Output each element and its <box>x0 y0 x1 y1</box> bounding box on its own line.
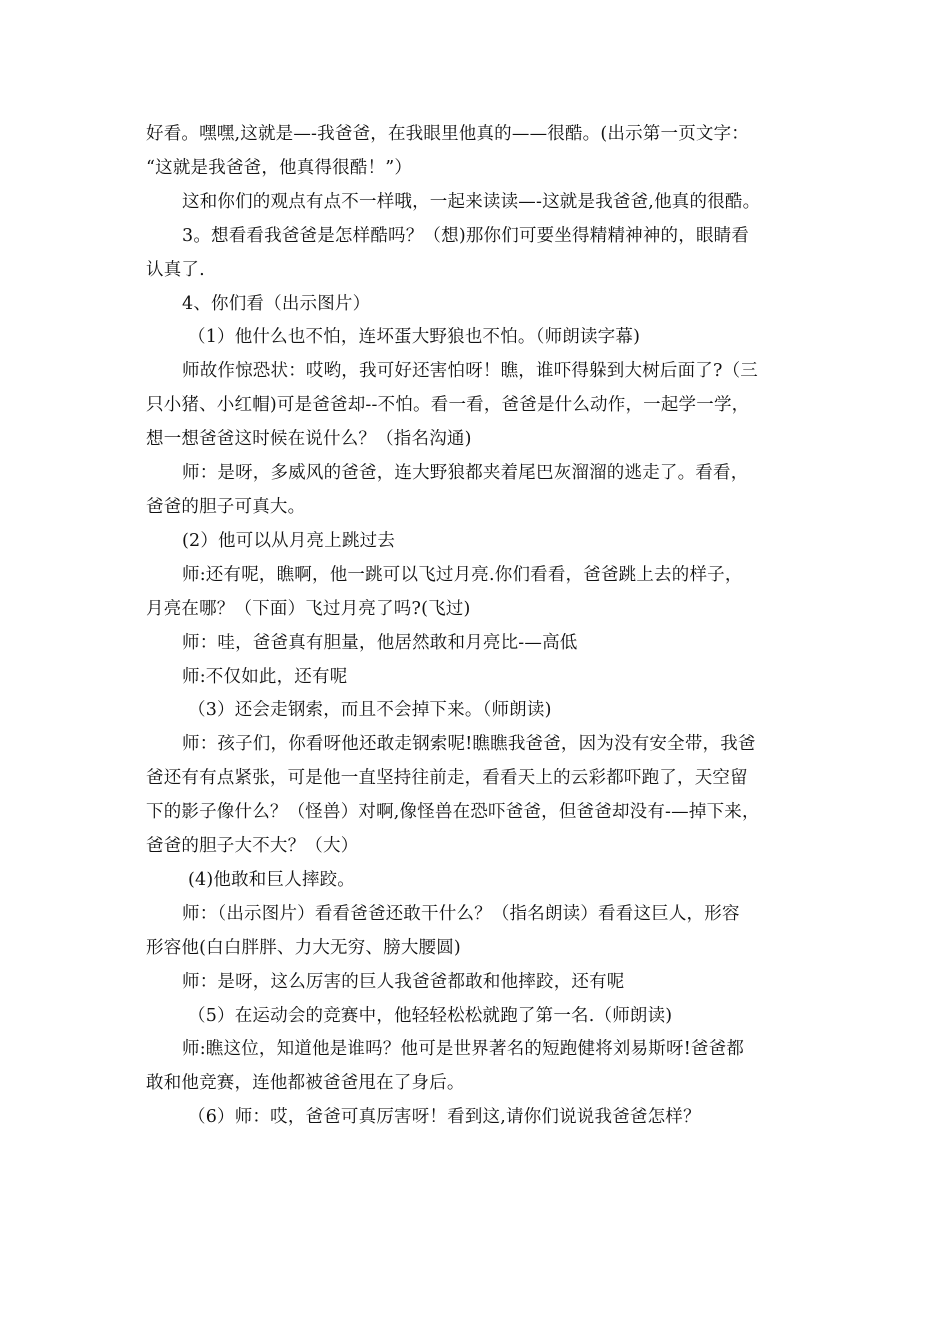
text-line: 月亮在哪？（下面）飞过月亮了吗?(飞过) <box>146 598 471 619</box>
text-line: 爸还有有点紧张，可是他一直坚持往前走，看看天上的云彩都吓跑了，天空留 <box>146 768 748 789</box>
paragraph <box>146 288 812 322</box>
text-line: （3）还会走钢索，而且不会掉下来。（师朗读) <box>188 700 552 721</box>
text-line: 师：是呀，多威风的爸爸，连大野狼都夹着尾巴灰溜溜的逃走了。看看， <box>182 463 749 484</box>
text-line: 师:不仅如此，还有呢 <box>182 666 348 687</box>
paragraph <box>146 355 812 457</box>
paragraph <box>146 627 812 661</box>
paragraph <box>146 321 812 355</box>
text-line: 师：（出示图片）看看爸爸还敢干什么？（指名朗读）看看这巨人，形容 <box>182 903 740 924</box>
text-line: （6）师：哎，爸爸可真厉害呀！看到这,请你们说说我爸爸怎样？ <box>188 1107 701 1128</box>
paragraph <box>146 559 812 627</box>
text-line: 师:瞧这位，知道他是谁吗？他可是世界著名的短跑健将刘易斯呀!爸爸都 <box>182 1039 745 1060</box>
text-line: 4、你们看（出示图片） <box>182 293 371 314</box>
text-line: 这和你们的观点有点不一样哦，一起来读读—-这就是我爸爸,他真的很酷。 <box>182 191 761 212</box>
paragraph <box>146 457 812 525</box>
document-body <box>146 118 812 1135</box>
paragraph <box>146 1101 812 1135</box>
text-line: 好看。嘿嘿,这就是—-我爸爸，在我眼里他真的——很酷。(出示第一页文字： <box>146 124 750 144</box>
paragraph <box>146 220 812 288</box>
text-line: 认真了. <box>146 259 205 280</box>
paragraph <box>146 694 812 728</box>
text-line: 爸爸的胆子大不大？（大） <box>146 836 359 857</box>
paragraph <box>146 864 812 898</box>
text-line: 下的影子像什么？（怪兽）对啊,像怪兽在恐吓爸爸，但爸爸却没有-—掉下来， <box>146 802 760 823</box>
text-line: (2）他可以从月亮上跳过去 <box>182 530 396 551</box>
paragraph <box>146 1033 812 1101</box>
text-line: (4)他敢和巨人摔跤。 <box>188 869 355 890</box>
text-line: 3。想看看我爸爸是怎样酷吗？（想)那你们可要坐得精精神神的，眼睛看 <box>182 225 750 246</box>
text-line: 师：孩子们，你看呀他还敢走钢索呢!瞧瞧我爸爸，因为没有安全带，我爸 <box>182 734 756 755</box>
text-line: （5）在运动会的竞赛中，他轻轻松松就跑了第一名.（师朗读) <box>188 1005 673 1026</box>
paragraph <box>146 118 812 186</box>
paragraph <box>146 1000 812 1034</box>
text-line: 只小猪、小红帽)可是爸爸却--不怕。看一看，爸爸是什么动作，一起学一学， <box>146 395 750 416</box>
text-line: “这就是我爸爸，他真得很酷！”） <box>146 157 413 178</box>
text-line: 想一想爸爸这时候在说什么？（指名沟通) <box>146 429 472 450</box>
paragraph <box>146 525 812 559</box>
text-line: （1）他什么也不怕，连坏蛋大野狼也不怕。（师朗读字幕) <box>188 327 641 348</box>
paragraph <box>146 728 812 864</box>
text-line: 形容他(白白胖胖、力大无穷、膀大腰圆) <box>146 937 461 958</box>
paragraph <box>146 186 812 220</box>
paragraph <box>146 966 812 1000</box>
paragraph <box>146 661 812 695</box>
text-line: 师故作惊恐状：哎哟，我可好还害怕呀！瞧，谁吓得躲到大树后面了?（三 <box>182 361 758 382</box>
paragraph <box>146 898 812 966</box>
text-line: 师：是呀，这么厉害的巨人我爸爸都敢和他摔跤，还有呢 <box>182 971 625 992</box>
text-line: 师：哇，爸爸真有胆量，他居然敢和月亮比-—高低 <box>182 632 578 653</box>
text-line: 师:还有呢，瞧啊，他一跳可以飞过月亮.你们看看，爸爸跳上去的样子， <box>182 564 743 585</box>
text-line: 敢和他竞赛，连他都被爸爸甩在了身后。 <box>146 1073 465 1094</box>
text-line: 爸爸的胆子可真大。 <box>146 496 306 517</box>
